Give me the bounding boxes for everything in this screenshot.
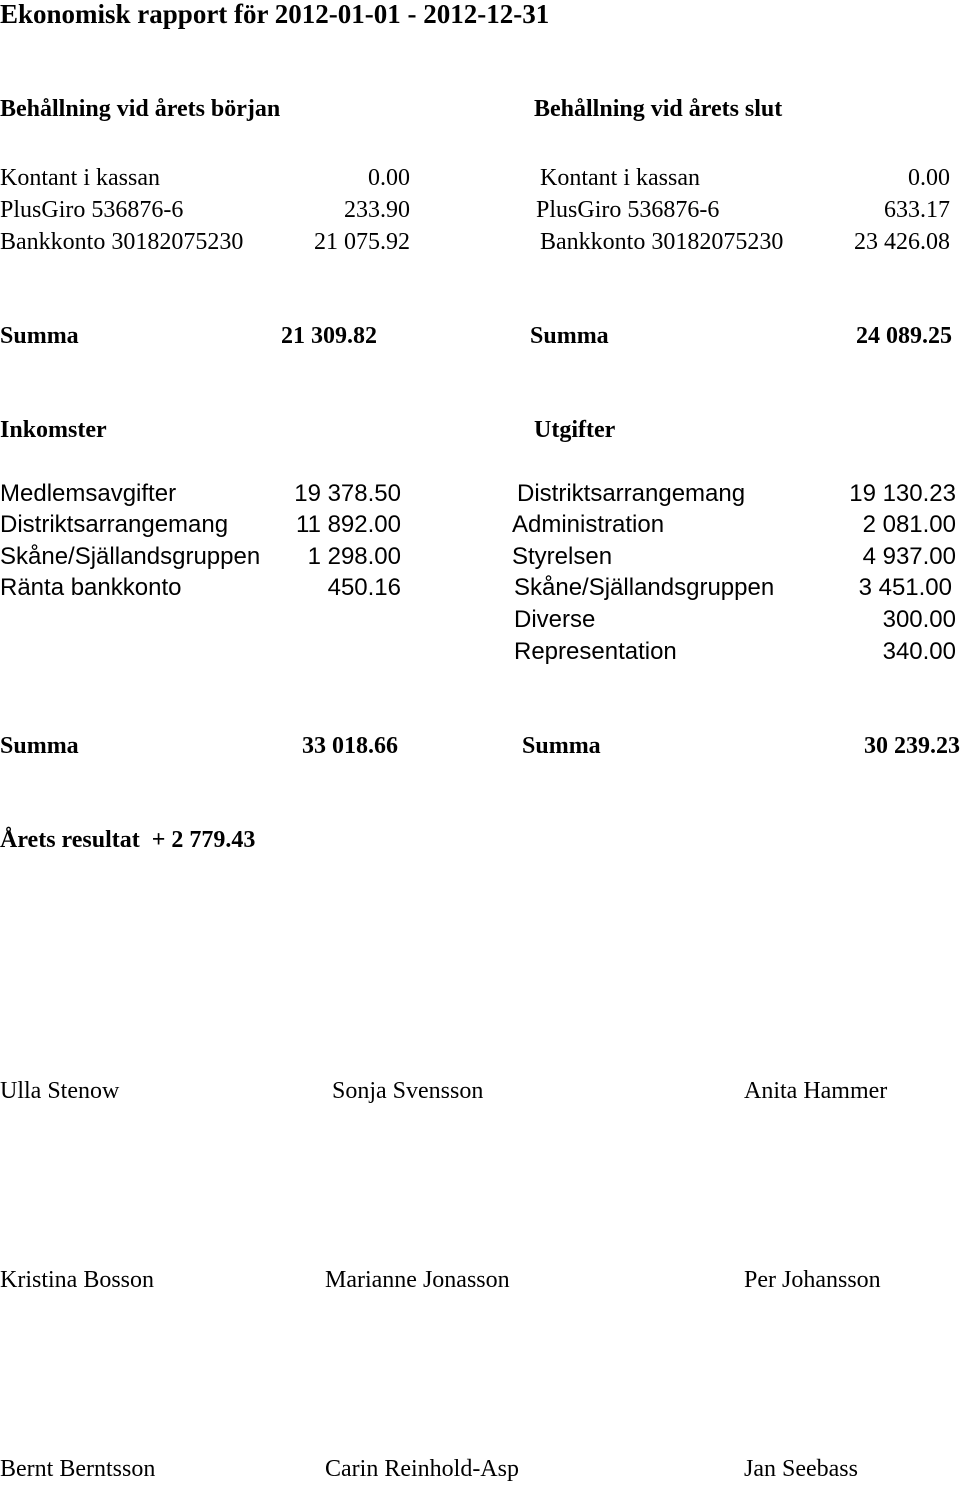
signature-name: Sonja Svensson [332, 1078, 484, 1104]
income-label: Skåne/Själlandsgruppen [0, 543, 261, 570]
report-title: Ekonomisk rapport för 2012-01-01 - 2012-12-31 [0, 0, 550, 29]
income-sum-label: Summa [0, 733, 79, 759]
signature-name: Marianne Jonasson [325, 1267, 510, 1293]
expense-value: 4 937.00 [862, 543, 956, 570]
signature-name: Ulla Stenow [0, 1078, 120, 1104]
signature-name: Anita Hammer [744, 1078, 888, 1104]
income-value: 450.16 [327, 574, 401, 601]
expense-value: 2 081.00 [862, 511, 956, 538]
expense-value: 340.00 [882, 638, 956, 665]
income-value: 19 378.50 [294, 480, 401, 507]
income-heading: Inkomster [0, 417, 107, 443]
signature-name: Per Johansson [744, 1267, 881, 1293]
signature-name: Jan Seebass [744, 1456, 858, 1482]
balance-end-label: Kontant i kassan [540, 165, 700, 191]
balance-start-heading: Behållning vid årets början [0, 96, 281, 122]
income-sum-value: 33 018.66 [302, 733, 398, 759]
balance-end-heading: Behållning vid årets slut [534, 96, 783, 122]
income-value: 11 892.00 [296, 511, 401, 538]
income-value: 1 298.00 [307, 543, 401, 570]
balance-end-value: 633.17 [884, 197, 950, 223]
expense-label: Representation [514, 638, 677, 665]
balance-start-sum-label: Summa [0, 323, 79, 349]
expense-label: Diverse [514, 606, 596, 633]
signature-name: Kristina Bosson [0, 1267, 155, 1293]
signature-name: Bernt Berntsson [0, 1456, 156, 1482]
balance-start-label: Kontant i kassan [0, 165, 160, 191]
balance-end-value: 0.00 [908, 165, 950, 191]
expense-label: Skåne/Själlandsgruppen [514, 574, 775, 601]
signature-name: Carin Reinhold-Asp [325, 1456, 519, 1482]
expenses-sum-value: 30 239.23 [864, 733, 960, 759]
balance-end-label: Bankkonto 30182075230 [540, 229, 784, 255]
balance-start-value: 0.00 [368, 165, 410, 191]
balance-end-sum-value: 24 089.25 [856, 323, 952, 349]
expense-value: 19 130.23 [849, 480, 956, 507]
income-label: Ränta bankkonto [0, 574, 182, 601]
expense-label: Distriktsarrangemang [517, 480, 746, 507]
balance-start-value: 21 075.92 [314, 229, 410, 255]
expenses-heading: Utgifter [534, 417, 616, 443]
income-label: Medlemsavgifter [0, 480, 177, 507]
balance-start-value: 233.90 [344, 197, 410, 223]
balance-start-label: Bankkonto 30182075230 [0, 229, 244, 255]
expense-label: Administration [512, 511, 665, 538]
annual-result: Årets resultat + 2 779.43 [0, 827, 256, 853]
balance-start-label: PlusGiro 536876-6 [0, 197, 184, 223]
expense-label: Styrelsen [512, 543, 613, 570]
balance-end-sum-label: Summa [530, 323, 609, 349]
balance-end-label: PlusGiro 536876-6 [536, 197, 720, 223]
balance-start-sum-value: 21 309.82 [281, 323, 377, 349]
expense-value: 3 451.00 [858, 574, 952, 601]
balance-end-value: 23 426.08 [854, 229, 950, 255]
income-label: Distriktsarrangemang [0, 511, 229, 538]
expense-value: 300.00 [882, 606, 956, 633]
expenses-sum-label: Summa [522, 733, 601, 759]
